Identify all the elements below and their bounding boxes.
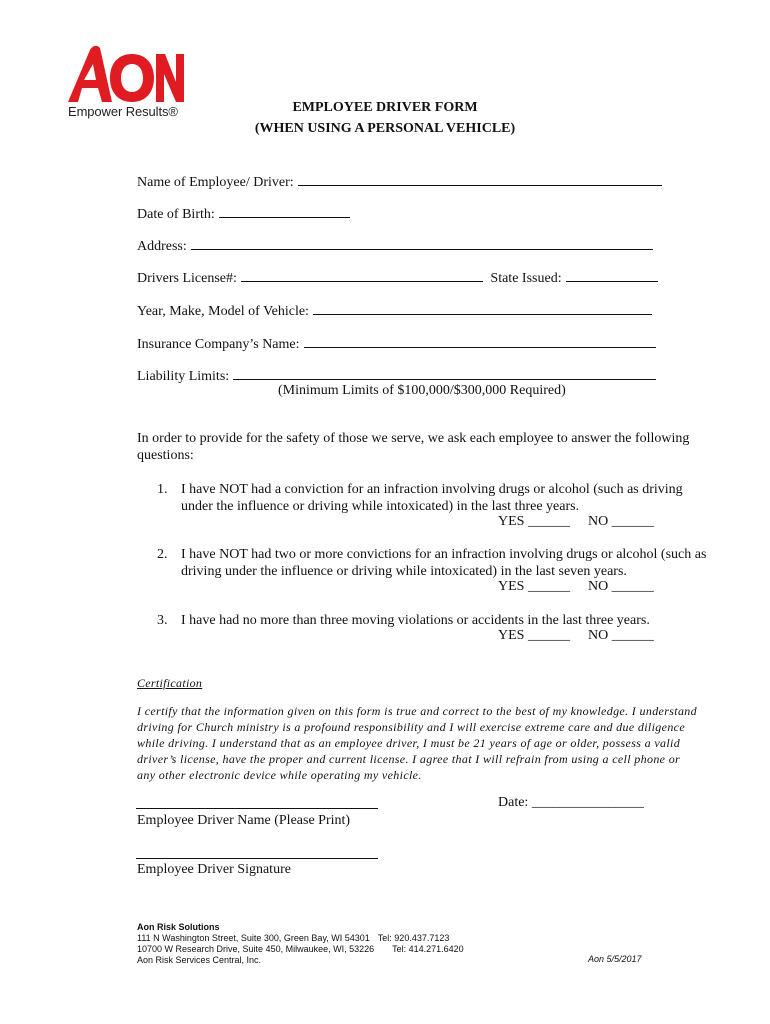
vehicle-field[interactable]	[137, 301, 652, 320]
question-text: I have NOT had two or more convictions for an infraction involving drugs or alcohol (such as driving under the influence or driving while intoxicated) in the last seven years.	[181, 547, 707, 579]
dob-blank[interactable]	[219, 204, 350, 218]
insurance-field[interactable]	[137, 334, 656, 353]
insurance-label: Insurance Company’s Name:	[137, 337, 300, 352]
employee-name-field[interactable]	[137, 172, 662, 191]
state-label: State Issued:	[490, 271, 562, 286]
footer-address-2: 10700 W Research Drive, Suite 450, Milwaukee, WI, 53226	[137, 944, 375, 954]
form-subtitle: (WHEN USING A PERSONAL VEHICLE)	[254, 121, 516, 136]
footer-phone-2: Tel: 414.271.6420	[392, 944, 464, 954]
logo-tagline: Empower Results®	[68, 104, 178, 119]
signature-label: Employee Driver Signature	[137, 862, 291, 877]
vehicle-blank[interactable]	[313, 301, 652, 315]
employee-name-label: Name of Employee/ Driver:	[137, 175, 294, 190]
q1-yes[interactable]: YES ______	[498, 514, 570, 529]
q2-yes[interactable]: YES ______	[498, 579, 570, 594]
question-number: 1.	[157, 482, 168, 497]
signature-line[interactable]	[136, 858, 378, 859]
dob-label: Date of Birth:	[137, 207, 215, 222]
license-blank[interactable]	[241, 268, 483, 282]
license-field[interactable]	[137, 268, 658, 287]
question-text: I have had no more than three moving violations or accidents in the last three years.	[181, 613, 650, 628]
name-print-label: Employee Driver Name (Please Print)	[137, 813, 351, 828]
footer-entity: Aon Risk Services Central, Inc.	[137, 955, 262, 965]
footer-doc-date: Aon 5/5/2017	[588, 954, 642, 964]
question-number: 2.	[157, 547, 168, 562]
intro-text: In order to provide for the safety of those we serve, we ask each employee to answer the following questions:	[137, 431, 690, 463]
name-print-line[interactable]	[136, 808, 378, 809]
footer-company: Aon Risk Solutions	[137, 922, 220, 932]
liability-note: (Minimum Limits of $100,000/$300,000 Required)	[278, 383, 566, 398]
liability-blank[interactable]	[233, 366, 656, 380]
certification-heading: Certification	[137, 676, 203, 690]
address-label: Address:	[137, 239, 187, 254]
question-number: 3.	[157, 613, 168, 628]
vehicle-label: Year, Make, Model of Vehicle:	[137, 304, 309, 319]
q2-no[interactable]: NO ______	[588, 579, 654, 594]
form-title: EMPLOYEE DRIVER FORM	[292, 100, 478, 115]
footer-row-2	[137, 944, 464, 955]
address-blank[interactable]	[191, 236, 653, 250]
footer-row-1	[137, 933, 464, 944]
footer-address-1: 111 N Washington Street, Suite 300, Green Bay, WI 54301	[137, 933, 370, 943]
certification-text: I certify that the information given on this form is true and correct to the best of my knowledge. I understand driving for Church ministry is a profound responsibility and I will exercise extreme care and due diligence while driving. I understand that as an employee driver, I must be 21 years of age or older, possess a valid driver’s license, have the proper and current license. I agree that I will refrain from using a cell phone or any other electronic device while operating my vehicle.	[137, 704, 697, 782]
aon-logo-icon	[66, 44, 186, 104]
license-label: Drivers License#:	[137, 271, 237, 286]
state-blank[interactable]	[566, 268, 658, 282]
q3-yes[interactable]: YES ______	[498, 628, 570, 643]
date-field[interactable]: Date: ________________	[498, 795, 644, 810]
insurance-blank[interactable]	[304, 334, 656, 348]
dob-field[interactable]	[137, 204, 350, 223]
question-text: I have NOT had a conviction for an infraction involving drugs or alcohol (such as driving under the influence or driving while intoxicated) in the last three years.	[181, 482, 683, 514]
employee-name-blank[interactable]	[298, 172, 662, 186]
liability-label: Liability Limits:	[137, 369, 230, 384]
footer-phone-1: Tel: 920.437.7123	[377, 933, 450, 943]
q1-no[interactable]: NO ______	[588, 514, 654, 529]
q3-no[interactable]: NO ______	[588, 628, 654, 643]
address-field[interactable]	[137, 236, 653, 255]
footer	[137, 922, 464, 966]
